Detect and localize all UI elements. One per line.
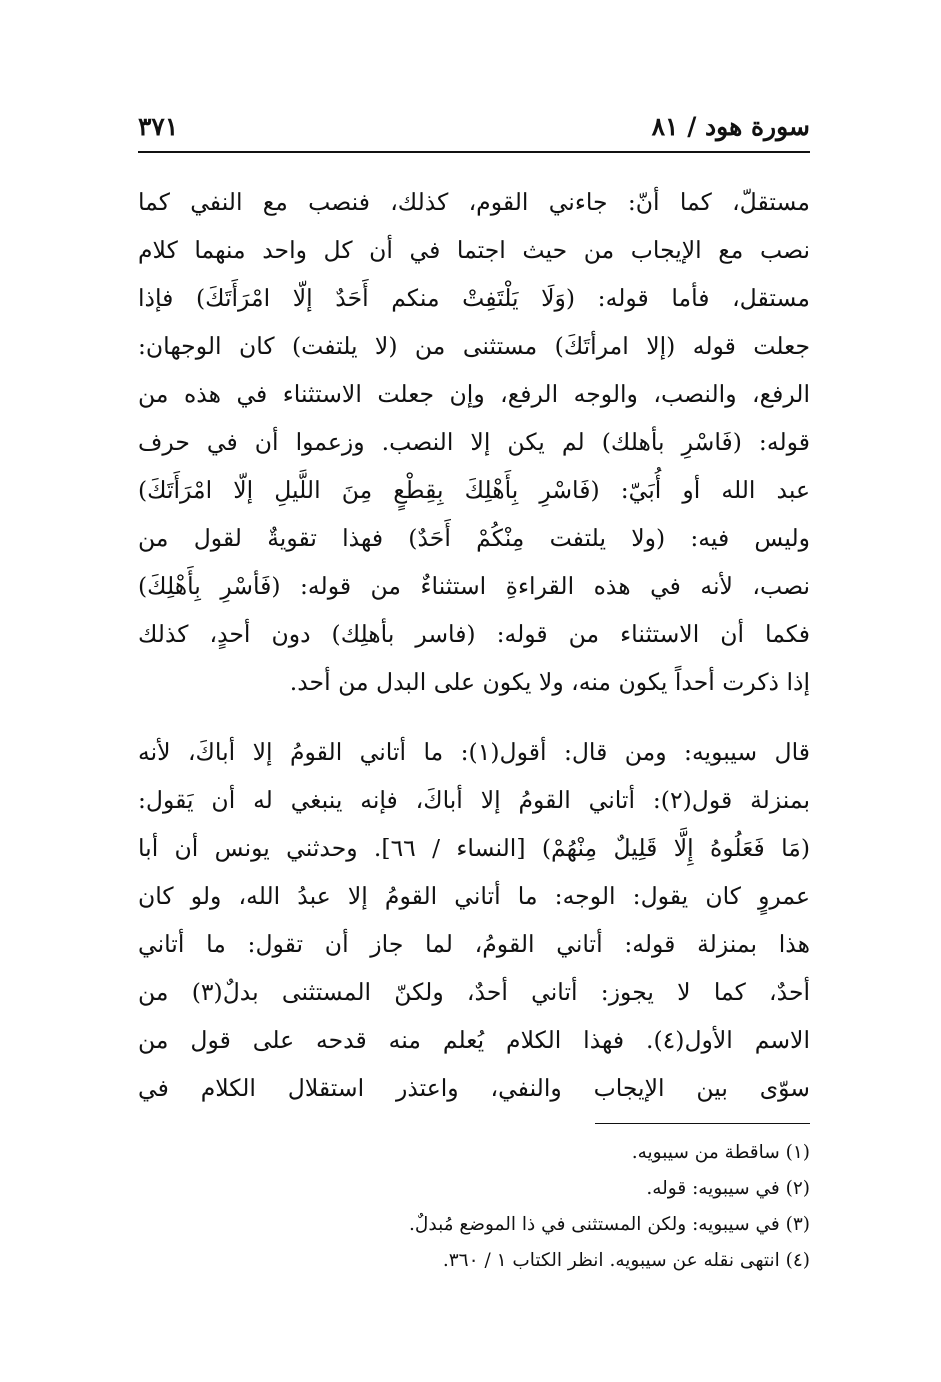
header-rule bbox=[138, 151, 810, 153]
text-line: جعلت قوله (إلا امرأتَكَ) مستثنى من (لا يلتفت) كان الوجهان: bbox=[138, 332, 810, 360]
text-line: عمروٍ كان يقول: الوجه: ما أتاني القومُ إلا عبدُ الله، ولو كان bbox=[138, 882, 810, 910]
text-line: نصب مع الإيجاب من حيث اجتما في أن كل واحد منهما كلام bbox=[138, 236, 810, 264]
footnote-item: (٢) في سيبويه: قوله. bbox=[646, 1178, 810, 1199]
paragraph-1 bbox=[138, 178, 810, 706]
text-line: (مَا فَعَلُوهُ إِلَّا قَلِيلٌ مِنْهُمْ) [النساء / ٦٦]. وحدثني يونس أن أبا bbox=[138, 834, 810, 862]
text-line: أحدٌ، كما لا يجوز: أتاني أحدٌ، ولكنّ المستثنى بدلٌ(٣) من bbox=[138, 978, 810, 1006]
surah-title: سورة هود / ٨١ bbox=[651, 112, 810, 141]
text-line: عبد الله أو أُبَيّ: (فَاسْرِ بِأَهْلِكَ بِقِطْعٍ مِنَ اللَّيلِ إلّا امْرَأَتَكَ) bbox=[138, 476, 810, 504]
text-line: مستقل، فأما قوله: (وَلَا يَلْتَفِتْ منكم أَحَدٌ إلّا امْرَأَتَكَ) فإذا bbox=[138, 284, 810, 312]
footnote-item: (٤) انتهى نقله عن سيبويه. انظر الكتاب ١ / ٣٦٠. bbox=[442, 1250, 810, 1271]
paragraph-2 bbox=[138, 728, 810, 1112]
text-line: وليس فيه: (ولا يلتفت مِنْكُمْ أَحَدٌ) فهذا تقويةٌ لقول من bbox=[138, 524, 810, 552]
text-line: قوله: (فَاسْرِ بأهلك) لم يكن إلا النصب. وزعموا أن في حرف bbox=[138, 428, 810, 456]
text-line: الرفع، والنصب، والوجه الرفع، وإن جعلت الاستثناء في هذه من bbox=[138, 380, 810, 408]
running-header bbox=[138, 112, 810, 152]
footnote-item: (٣) في سيبويه: ولكن المستثنى في ذا الموضع مُبدلٌ. bbox=[409, 1214, 810, 1235]
paragraph-gap bbox=[138, 706, 810, 728]
text-line: الاسم الأول(٤). فهذا الكلام يُعلم منه قدحه على قول من bbox=[138, 1026, 810, 1054]
main-text bbox=[138, 178, 810, 1112]
footnotes bbox=[138, 1135, 810, 1279]
text-line: هذا بمنزلة قوله: أتاني القومُ، لما جاز أن تقول: ما أتاني bbox=[138, 930, 810, 958]
text-line: نصب، لأنه في هذه القراءةِ استثناءٌ من قوله: (فَأسْرِ بِأَهْلِكَ) bbox=[138, 572, 810, 600]
text-line: مستقلّ، كما أنّ: جاءني القوم، كذلك، فنصب مع النفي كما bbox=[138, 188, 810, 216]
footnote-item: (١) ساقطة من سيبويه. bbox=[631, 1142, 810, 1163]
text-line: بمنزلة قول(٢): أتاني القومُ إلا أباكَ، فإنه ينبغي له أن يَقول: bbox=[138, 786, 810, 814]
text-line: سوّى بين الإيجاب والنفي، واعتذر استقلال الكلام في bbox=[138, 1074, 810, 1102]
page-number: ٣٧١ bbox=[138, 112, 179, 141]
text-line: إذا ذكرت أحداً يكون منه، ولا يكون على البدل من أحد. bbox=[289, 668, 810, 696]
text-line: فكما أن الاستثناء من قوله: (فاسر بأهلِك) دون أحدٍ، كذلك bbox=[138, 620, 810, 648]
text-line: قال سيبويه: ومن قال: أقول(١): ما أتاني القومُ إلا أباكَ، لأنه bbox=[138, 738, 810, 766]
footnote-rule bbox=[595, 1123, 810, 1124]
